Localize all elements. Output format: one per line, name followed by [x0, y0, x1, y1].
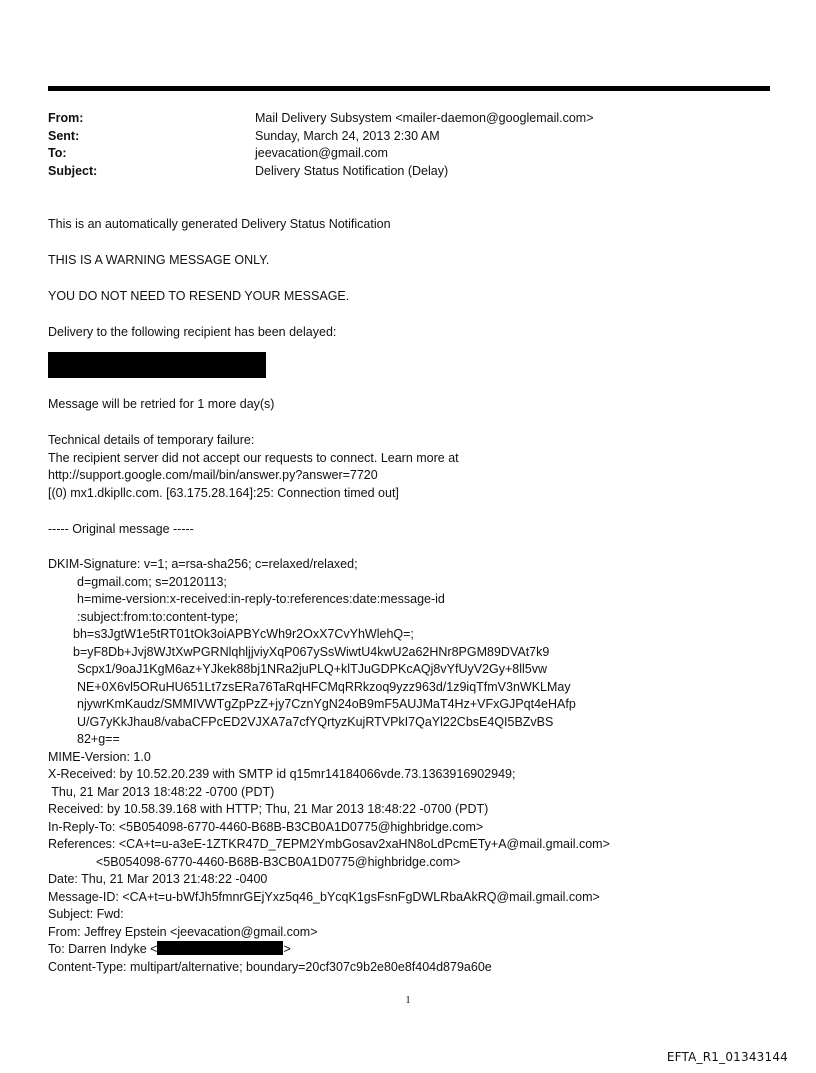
date-line: Date: Thu, 21 Mar 2013 21:48:22 -0400: [48, 872, 268, 886]
subject-label: Subject:: [48, 163, 98, 178]
to-row: [48, 145, 594, 163]
notification-line: This is an automatically generated Delivery Status Notification: [48, 217, 391, 231]
header-rule: [48, 86, 770, 91]
subject-row: [48, 163, 594, 181]
content-type-line: Content-Type: multipart/alternative; boundary=20cf307c9b2e80e8f404d879a60e: [48, 959, 492, 974]
to-value: jeevacation@gmail.com: [255, 146, 388, 160]
mime-version-line: MIME-Version: 1.0: [48, 749, 151, 764]
retry-line: Message will be retried for 1 more day(s): [48, 397, 275, 411]
subject-fwd-line: Subject: Fwd:: [48, 907, 124, 921]
sent-value: Sunday, March 24, 2013 2:30 AM: [255, 128, 440, 143]
from-line: From: Jeffrey Epstein <jeevacation@gmail.com>: [48, 924, 318, 939]
delayed-recipient-line: Delivery to the following recipient has been delayed:: [48, 325, 337, 339]
dkim-line: 82+g==: [77, 732, 120, 746]
bates-number: EFTA_R1_01343144: [666, 1050, 788, 1064]
warning-line: THIS IS A WARNING MESSAGE ONLY.: [48, 253, 270, 267]
to-prefix: To: Darren Indyke <: [48, 942, 158, 956]
connection-error: [(0) mx1.dkipllc.com. [63.175.28.164]:25: Connection timed out]: [48, 485, 399, 500]
technical-details-title: Technical details of temporary failure:: [48, 433, 255, 447]
dkim-line: bh=s3JgtW1e5tRT01tOk3oiAPBYcWh9r2OxX7CvYhWlehQ=;: [73, 627, 414, 641]
to-suffix: >: [283, 942, 291, 956]
email-header: [48, 110, 594, 180]
to-label: To:: [48, 146, 67, 160]
dkim-line: U/G7yKkJhau8/vabaCFPcED2VJXA7a7cfYQrtyzKujRTVPkI7QaYl22CbsE4QI5BZvBS: [77, 714, 554, 729]
dkim-line: NE+0X6vl5ORuHU651Lt7zsERa76TaRqHFCMqRRkzoq9yzz963d/1z9iqTfmV3nWKLMay: [77, 679, 571, 694]
dkim-line: DKIM-Signature: v=1; a=rsa-sha256; c=relaxed/relaxed;: [48, 557, 358, 571]
technical-details-text: The recipient server did not accept our requests to connect. Learn more at: [48, 450, 459, 465]
sent-row: [48, 128, 594, 146]
dkim-line: njywrKmKaudz/SMMIVWTgZpPzZ+jy7CznYgN24oB9mF5AUJMaT4Hz+VFxGJPqt4eHAfp: [77, 697, 576, 711]
no-resend-line: YOU DO NOT NEED TO RESEND YOUR MESSAGE.: [48, 289, 350, 303]
support-link: http://support.google.com/mail/bin/answer.py?answer=7720: [48, 468, 378, 482]
dkim-line: Scpx1/9oaJ1KgM6az+YJkek88bj1NRa2juPLQ+klTJuGDPKcAQj8vYfUyV2Gy+8ll5vw: [77, 662, 548, 676]
x-received-line: X-Received: by 10.52.20.239 with SMTP id q15mr14184066vde.73.1363916902949;: [48, 767, 516, 781]
sent-label: Sent:: [48, 128, 80, 143]
redaction-box: [48, 352, 266, 378]
inline-redaction-box: [157, 941, 283, 955]
from-row: [48, 110, 594, 128]
dkim-line: b=yF8Db+Jvj8WJtXwPGRNlqhljjviyXqP067ySsWiwtU4kwU2a62HNr8PGM89DVAt7k9: [73, 644, 550, 659]
page-number: 1: [405, 994, 411, 1006]
references-line: References: <CA+t=u-a3eE-1ZTKR47D_7EPM2YmbGosav2xaHN8oLdPcmETy+A@mail.gmail.com>: [48, 837, 610, 851]
dkim-line: h=mime-version:x-received:in-reply-to:references:date:message-id: [77, 592, 445, 606]
original-message-divider: ----- Original message -----: [48, 522, 194, 536]
from-label: From:: [48, 111, 84, 125]
received-line: Received: by 10.58.39.168 with HTTP; Thu, 21 Mar 2013 18:48:22 -0700 (PDT): [48, 802, 489, 816]
dkim-line: :subject:from:to:content-type;: [77, 609, 239, 624]
in-reply-to-line: In-Reply-To: <5B054098-6770-4460-B68B-B3CB0A1D0775@highbridge.com>: [48, 819, 484, 834]
dkim-line: d=gmail.com; s=20120113;: [77, 574, 227, 589]
to-line: [48, 941, 291, 959]
subject-value: Delivery Status Notification (Delay): [255, 163, 449, 178]
x-received-date-line: Thu, 21 Mar 2013 18:48:22 -0700 (PDT): [48, 784, 275, 799]
references-continued-line: <5B054098-6770-4460-B68B-B3CB0A1D0775@highbridge.com>: [96, 854, 461, 869]
from-value: Mail Delivery Subsystem <mailer-daemon@googlemail.com>: [255, 111, 594, 125]
message-id-line: Message-ID: <CA+t=u-bWfJh5fmnrGEjYxz5q46_bYcqK1gsFsnFgDWLRbaAkRQ@mail.gmail.com>: [48, 889, 600, 904]
